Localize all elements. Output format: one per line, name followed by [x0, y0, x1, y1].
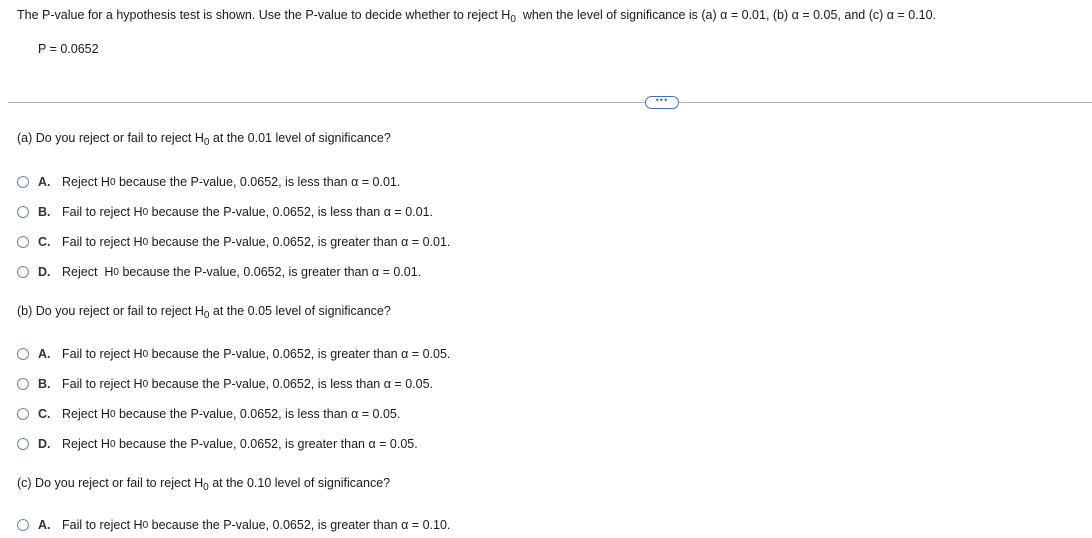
option-text-1: Reject H [62, 407, 110, 421]
option-subscript: 0 [142, 378, 149, 390]
option-text-2: because the P-value, 0.0652, is less than α = 0.01. [115, 175, 401, 189]
option-text-1: Fail to reject H [62, 377, 143, 391]
problem-subscript: 0 [510, 14, 516, 25]
radio-button[interactable] [17, 266, 29, 278]
option-subscript: 0 [142, 519, 149, 531]
more-options-button[interactable]: ••• [645, 96, 679, 109]
option-text-1: Reject H [62, 437, 110, 451]
divider-line [8, 102, 1092, 103]
option-letter: B. [38, 377, 51, 391]
question-c [17, 476, 390, 493]
question-b-text-2: at the 0.05 level of significance? [209, 304, 391, 318]
radio-button[interactable] [17, 378, 29, 390]
radio-button[interactable] [17, 408, 29, 420]
option-subscript: 0 [113, 266, 119, 278]
option-text-2: because the P-value, 0.0652, is greater than α = 0.05. [115, 437, 418, 451]
option-a-B[interactable] [17, 205, 433, 219]
option-text-2: because the P-value, 0.0652, is greater than α = 0.01. [118, 265, 422, 279]
option-text-2: because the P-value, 0.0652, is greater than α = 0.10. [148, 518, 451, 532]
option-letter: A. [38, 175, 51, 189]
option-c-A[interactable] [17, 518, 450, 532]
radio-button[interactable] [17, 519, 29, 531]
option-letter: D. [38, 437, 51, 451]
option-subscript: 0 [109, 438, 116, 450]
radio-button[interactable] [17, 236, 29, 248]
radio-button[interactable] [17, 176, 29, 188]
option-b-C[interactable] [17, 407, 400, 421]
option-text-2: because the P-value, 0.0652, is greater than α = 0.01. [148, 235, 451, 249]
option-subscript: 0 [142, 206, 149, 218]
option-subscript: 0 [109, 176, 116, 188]
option-a-A[interactable] [17, 175, 400, 189]
question-b-text-1: (b) Do you reject or fail to reject H [17, 304, 204, 318]
radio-button[interactable] [17, 348, 29, 360]
option-subscript: 0 [142, 348, 149, 360]
option-b-B[interactable] [17, 377, 433, 391]
question-a-text-2: at the 0.01 level of significance? [209, 131, 391, 145]
radio-button[interactable] [17, 206, 29, 218]
option-letter: C. [38, 235, 51, 249]
problem-statement [17, 8, 936, 25]
option-text-1: Fail to reject H [62, 347, 143, 361]
question-b [17, 304, 391, 321]
option-letter: B. [38, 205, 51, 219]
option-letter: D. [38, 265, 51, 279]
problem-text-part1: The P-value for a hypothesis test is shown. Use the P-value to decide whether to reject H [17, 8, 511, 22]
option-subscript: 0 [109, 408, 116, 420]
option-text-2: because the P-value, 0.0652, is less than α = 0.01. [148, 205, 433, 219]
option-text-2: because the P-value, 0.0652, is less than α = 0.05. [148, 377, 433, 391]
question-a [17, 131, 391, 148]
question-c-text-2: at the 0.10 level of significance? [208, 476, 391, 490]
option-text-2: because the P-value, 0.0652, is greater than α = 0.05. [148, 347, 451, 361]
option-letter: C. [38, 407, 51, 421]
option-subscript: 0 [142, 236, 149, 248]
radio-button[interactable] [17, 438, 29, 450]
problem-text-part2: when the level of significance is (a) α = 0.01, (b) α = 0.05, and (c) α = 0.10. [515, 8, 937, 22]
p-value-display: P = 0.0652 [38, 42, 99, 56]
option-text-1: Fail to reject H [62, 235, 143, 249]
option-text-1: Reject H [62, 175, 110, 189]
option-text-2: because the P-value, 0.0652, is less than α = 0.05. [115, 407, 401, 421]
option-text-1: Fail to reject H [62, 518, 143, 532]
option-b-D[interactable] [17, 437, 418, 451]
option-letter: A. [38, 518, 51, 532]
question-c-text-1: (c) Do you reject or fail to reject H [17, 476, 204, 490]
section-divider [8, 95, 1092, 109]
question-b-subscript: 0 [203, 310, 210, 321]
option-text-1: Reject H [62, 265, 114, 279]
option-a-C[interactable] [17, 235, 450, 249]
option-b-A[interactable] [17, 347, 450, 361]
option-letter: A. [38, 347, 51, 361]
option-a-D[interactable] [17, 265, 421, 279]
option-text-1: Fail to reject H [62, 205, 143, 219]
question-a-subscript: 0 [203, 137, 210, 148]
question-c-subscript: 0 [203, 482, 209, 493]
question-a-text-1: (a) Do you reject or fail to reject H [17, 131, 204, 145]
